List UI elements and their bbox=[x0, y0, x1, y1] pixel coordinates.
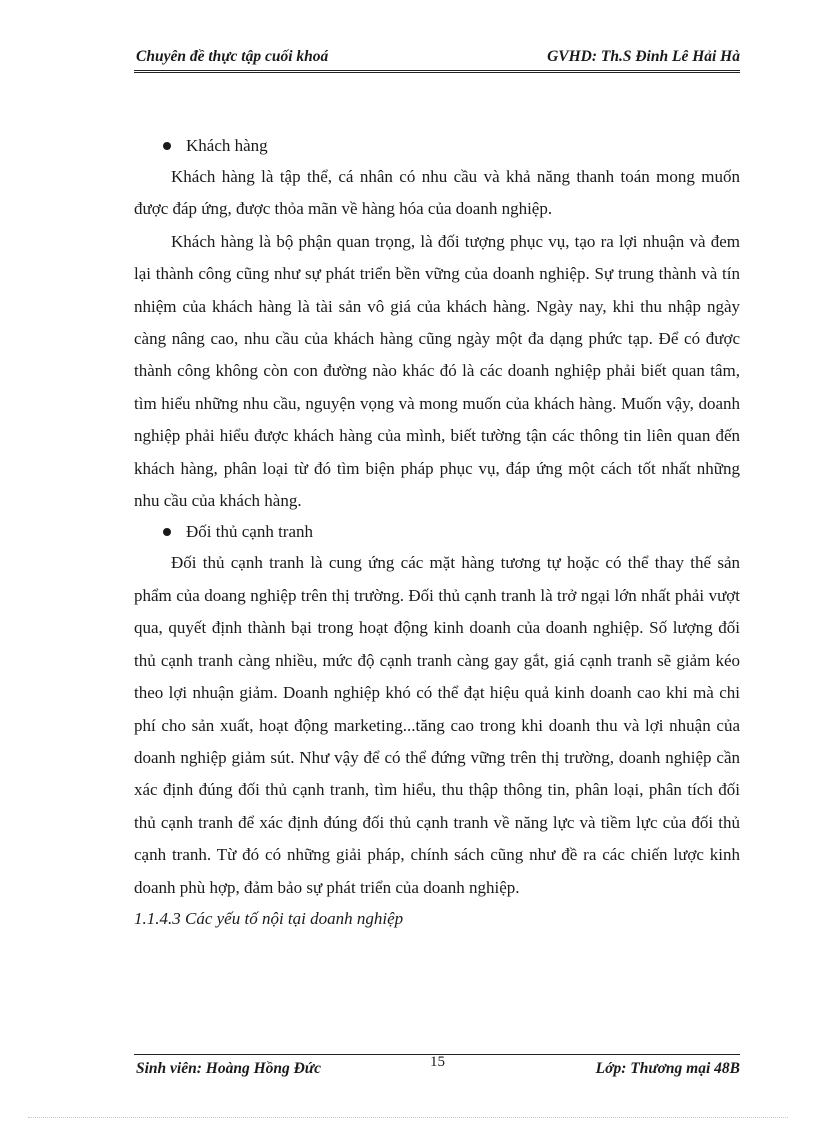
section-heading-internal-factors: 1.1.4.3 Các yếu tố nội tại doanh nghiệp bbox=[134, 908, 404, 928]
bullet-competitors bbox=[134, 517, 740, 547]
page-header bbox=[134, 44, 740, 73]
document-body bbox=[134, 131, 740, 934]
page-number: 15 bbox=[430, 1054, 445, 1070]
page-edge-divider bbox=[28, 1117, 788, 1118]
footer-student: Sinh viên: Hoàng Hồng Đức bbox=[136, 1060, 321, 1077]
header-advisor: GVHD: Th.S Đinh Lê Hải Hà bbox=[547, 48, 740, 65]
paragraph-competitors: Đối thủ cạnh tranh là cung ứng các mặt hàng tương tự hoặc có thể thay thế sản phẩm của doang nghiệp trên thị trường. Đối thủ cạnh tranh là trở ngại lớn nhất phải vượt qua, quyết định thành bại trong hoạt động kinh doanh của doanh nghiệp. Số lượng đối thủ cạnh tranh càng nhiều, mức độ cạnh tranh càng gay gắt, giá cạnh tranh sẽ giảm kéo theo lợi nhuận giảm. Doanh nghiệp khó có thể đạt hiệu quả kinh doanh cao khi mà chi phí cho sản xuất, hoạt động marketing...tăng cao trong khi doanh thu và lợi nhuận của doanh nghiệp giảm sút. Như vậy để có thể đứng vững trên thị trường, doanh nghiệp cần xác định đúng đối thủ cạnh tranh, tìm hiểu, thu thập thông tin, phân loại, phân tích đối thủ cạnh tranh để xác định đúng đối thủ cạnh tranh về năng lực và tiềm lực của đối thủ cạnh tranh. Từ đó có những giải pháp, chính sách cũng như đề ra các chiến lược kinh doanh phù hợp, đảm bảo sự phát triển của doanh nghiệp. bbox=[134, 553, 740, 897]
bullet-customers-label: Khách hàng bbox=[186, 136, 268, 155]
paragraph-customers-importance: Khách hàng là bộ phận quan trọng, là đối tượng phục vụ, tạo ra lợi nhuận và đem lại thành công cũng như sự phát triển bền vững của doanh nghiệp. Sự trung thành và tín nhiệm của khách hàng là tài sản vô giá của khách hàng. Ngày nay, khi thu nhập ngày càng nâng cao, nhu cầu của khách hàng cũng ngày một đa dạng phức tạp. Để có được thành công không còn con đường nào khác đó là các doanh nghiệp phải biết quan tâm, tìm hiểu những nhu cầu, nguyện vọng và mong muốn của khách hàng. Muốn vậy, doanh nghiệp phải hiểu được khách hàng của mình, biết tường tận các thông tin liên quan đến khách hàng, phân loại từ đó tìm biện pháp phục vụ, đáp ứng một cách tốt nhất những nhu cầu của khách hàng. bbox=[134, 231, 740, 511]
bullet-competitors-label: Đối thủ cạnh tranh bbox=[186, 522, 313, 542]
bullet-customers bbox=[134, 131, 740, 161]
page-footer bbox=[134, 1054, 740, 1083]
bullet-dot-icon bbox=[163, 142, 171, 150]
header-title: Chuyên đề thực tập cuối khoá bbox=[136, 48, 329, 65]
paragraph-customers-definition: Khách hàng là tập thể, cá nhân có nhu cầu và khả năng thanh toán mong muốn được đáp ứng, được thỏa mãn về hàng hóa của doanh nghiệp. bbox=[134, 167, 740, 219]
bullet-dot-icon bbox=[163, 528, 171, 536]
footer-class: Lớp: Thương mại 48B bbox=[595, 1060, 740, 1077]
